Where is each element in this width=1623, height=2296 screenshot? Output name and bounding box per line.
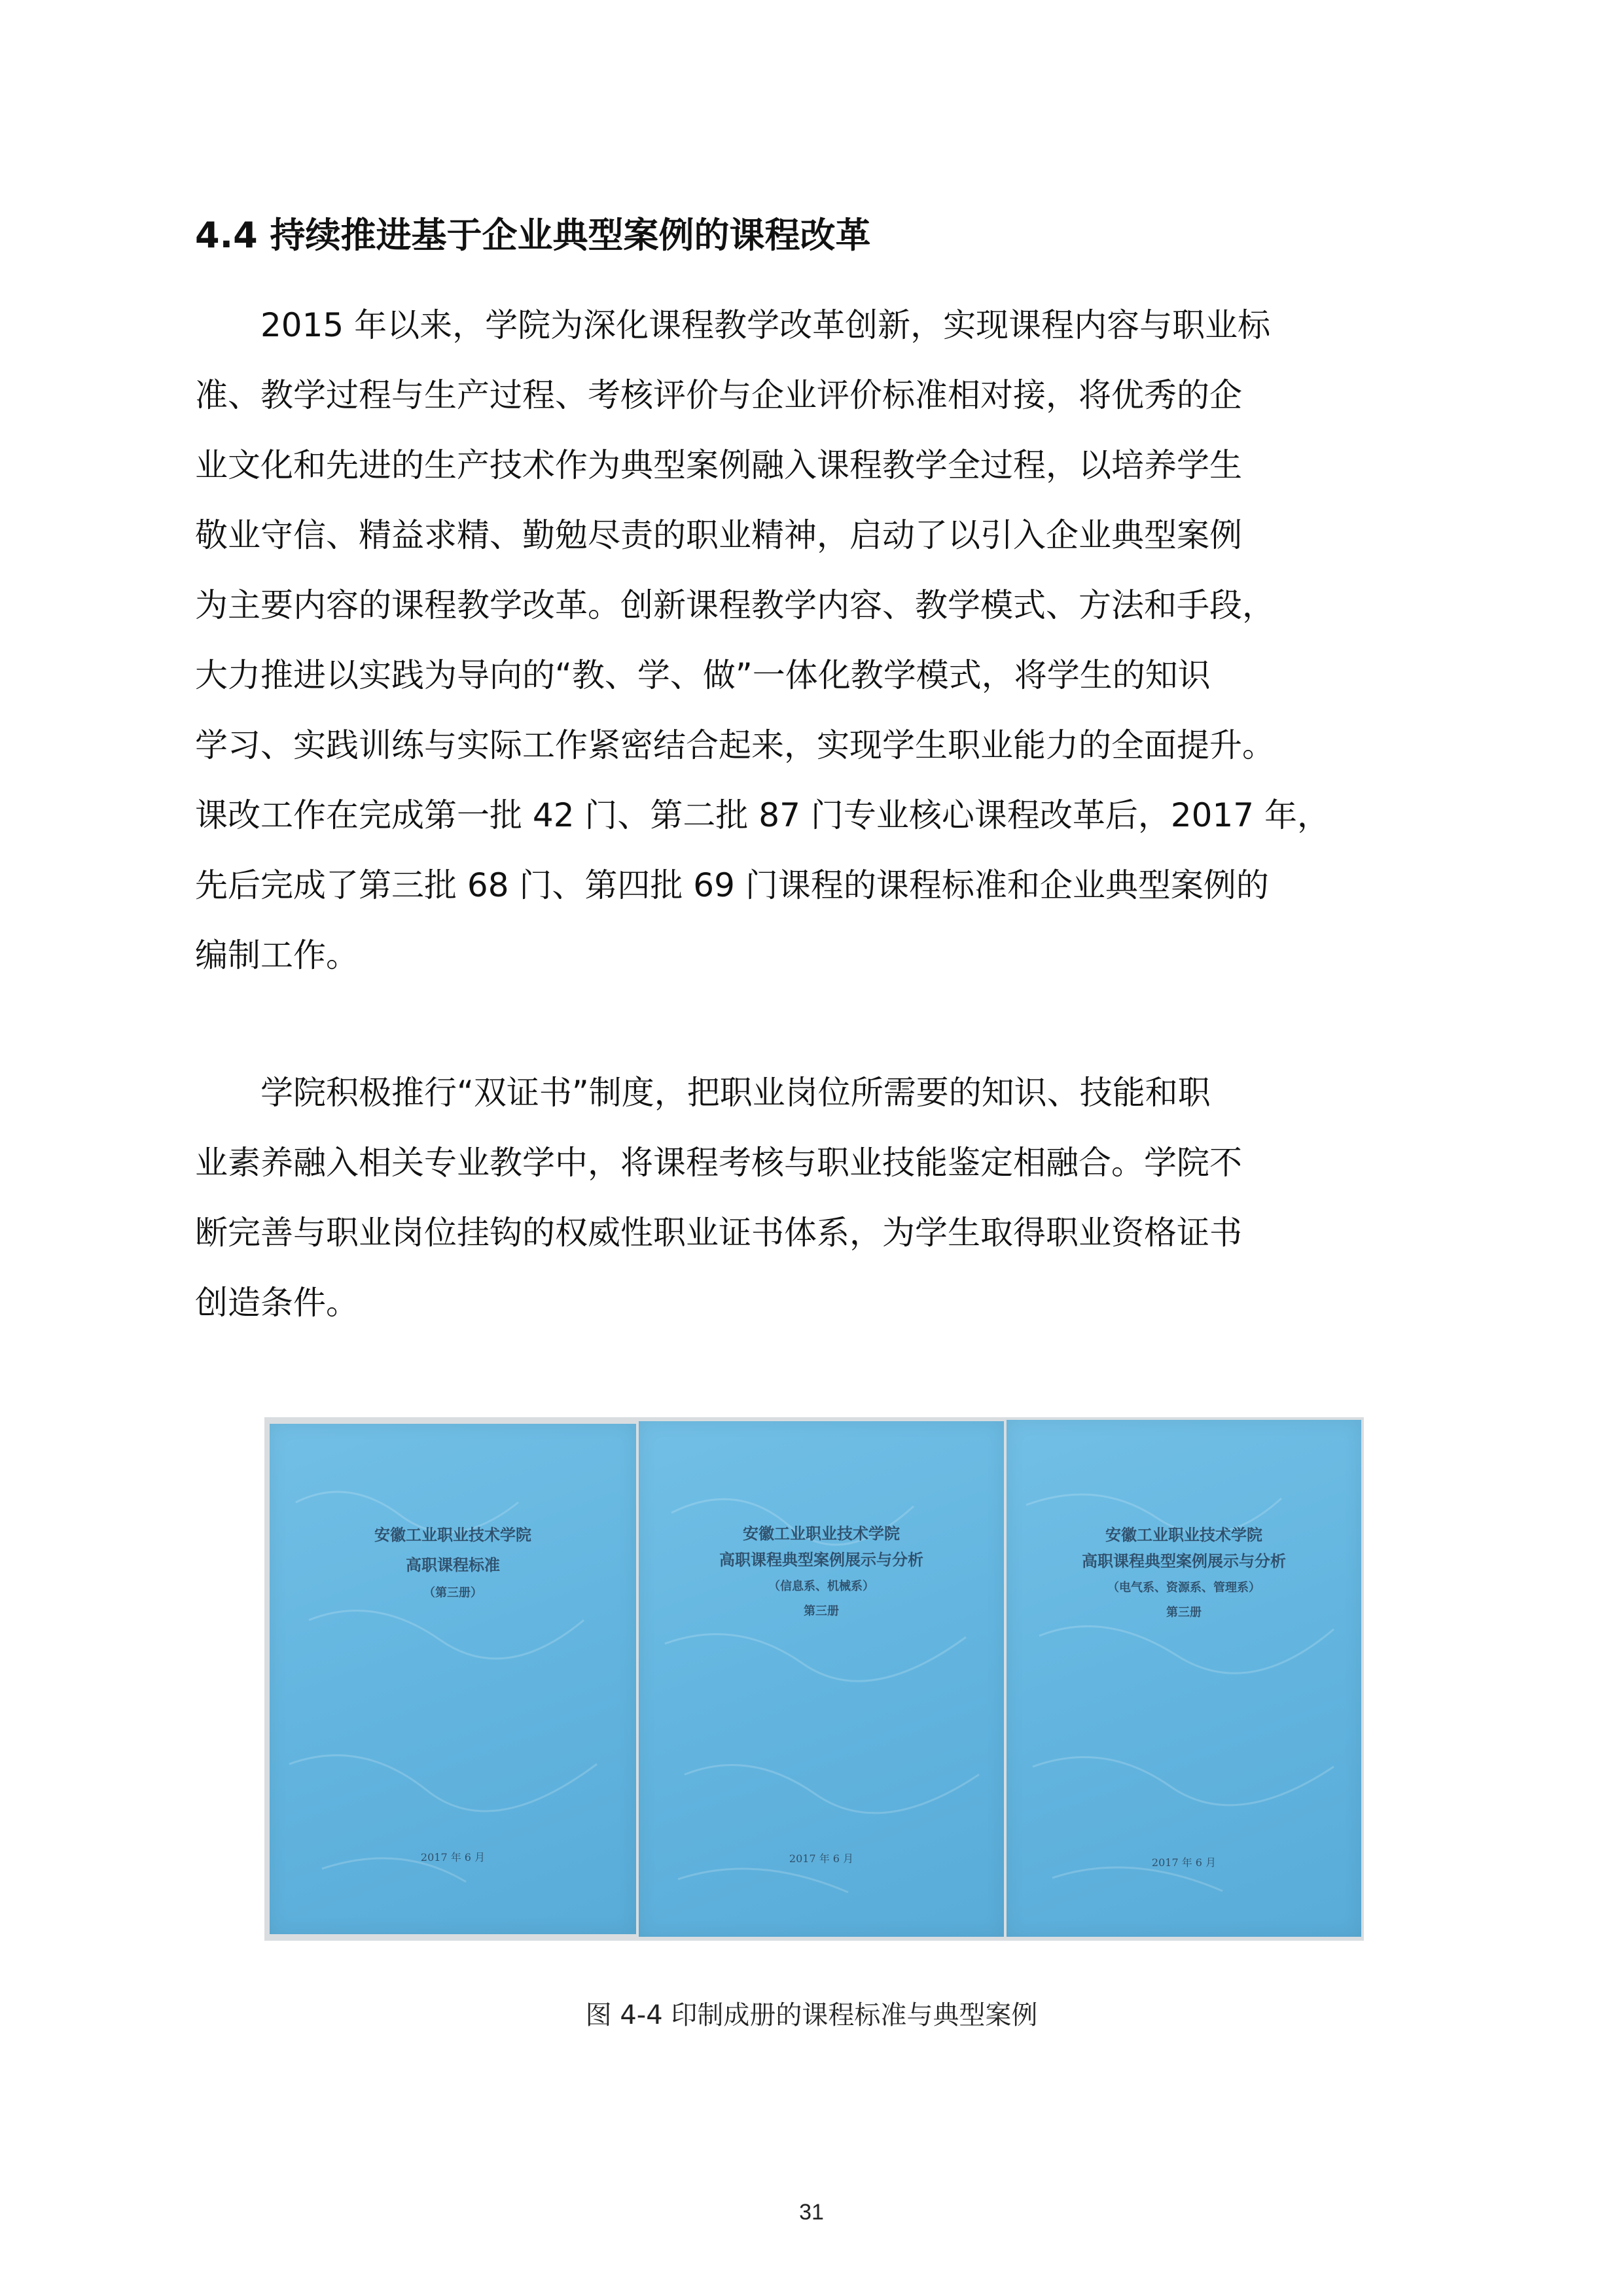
paragraph-line: 2015 年以来，学院为深化课程教学改革创新，实现课程内容与职业标	[195, 306, 1271, 344]
book-departments: （信息系、机械系）	[768, 1580, 874, 1593]
book-cover-1	[270, 1424, 636, 1934]
book-covers-photo	[264, 1417, 1364, 1941]
book-title: 安徽工业职业技术学院	[374, 1525, 531, 1544]
body-paragraph-2	[195, 1058, 1428, 1338]
book-subtitle: 高职课程标准	[406, 1555, 500, 1574]
book-cover-3	[1007, 1420, 1361, 1937]
book-date: 2017 年 6 月	[789, 1852, 854, 1865]
paragraph-line: 业素养融入相关专业教学中，将课程考核与职业技能鉴定相融合。学院不	[195, 1144, 1242, 1182]
paragraph-line: 先后完成了第三批 68 门、第四批 69 门课程的课程标准和企业典型案例的	[195, 866, 1269, 904]
book-title: 安徽工业职业技术学院	[1105, 1525, 1262, 1544]
book-cover-2	[639, 1421, 1004, 1937]
book-subtitle: 高职课程典型案例展示与分析	[1082, 1551, 1286, 1570]
book-volume: （第三册）	[423, 1586, 482, 1600]
paragraph-line: 业文化和先进的生产技术作为典型案例融入课程教学全过程，以培养学生	[195, 446, 1242, 484]
paragraph-line: 学习、实践训练与实际工作紧密结合起来，实现学生职业能力的全面提升。	[195, 726, 1275, 764]
book-volume: 第三册	[1166, 1606, 1202, 1619]
paragraph-line: 断完善与职业岗位挂钩的权威性职业证书体系，为学生取得职业资格证书	[195, 1214, 1242, 1252]
figure-caption: 图 4-4 印制成册的课程标准与典型案例	[585, 2000, 1038, 2030]
book-subtitle: 高职课程典型案例展示与分析	[719, 1550, 923, 1569]
paragraph-line: 课改工作在完成第一批 42 门、第二批 87 门专业核心课程改革后，2017 年，	[195, 796, 1330, 834]
paragraph-line: 学院积极推行“双证书”制度，把职业岗位所需要的知识、技能和职	[195, 1074, 1211, 1112]
section-heading: 4.4 持续推进基于企业典型案例的课程改革	[195, 215, 871, 256]
paragraph-line: 编制工作。	[195, 936, 359, 974]
paragraph-line: 大力推进以实践为导向的“教、学、做”一体化教学模式，将学生的知识	[195, 656, 1211, 694]
book-date: 2017 年 6 月	[420, 1851, 486, 1863]
paragraph-line: 敬业守信、精益求精、勤勉尽责的职业精神，启动了以引入企业典型案例	[195, 516, 1242, 554]
book-volume: 第三册	[804, 1604, 839, 1618]
paragraph-line: 创造条件。	[195, 1284, 359, 1322]
paragraph-line: 为主要内容的课程教学改革。创新课程教学内容、教学模式、方法和手段，	[195, 586, 1275, 624]
book-date: 2017 年 6 月	[1151, 1856, 1217, 1869]
page-number: 31	[799, 2200, 824, 2225]
paragraph-line: 准、教学过程与生产过程、考核评价与企业评价标准相对接，将优秀的企	[195, 376, 1242, 414]
book-title: 安徽工业职业技术学院	[743, 1524, 900, 1543]
book-departments: （电气系、资源系、管理系）	[1107, 1581, 1260, 1595]
body-paragraph-1	[195, 291, 1428, 991]
